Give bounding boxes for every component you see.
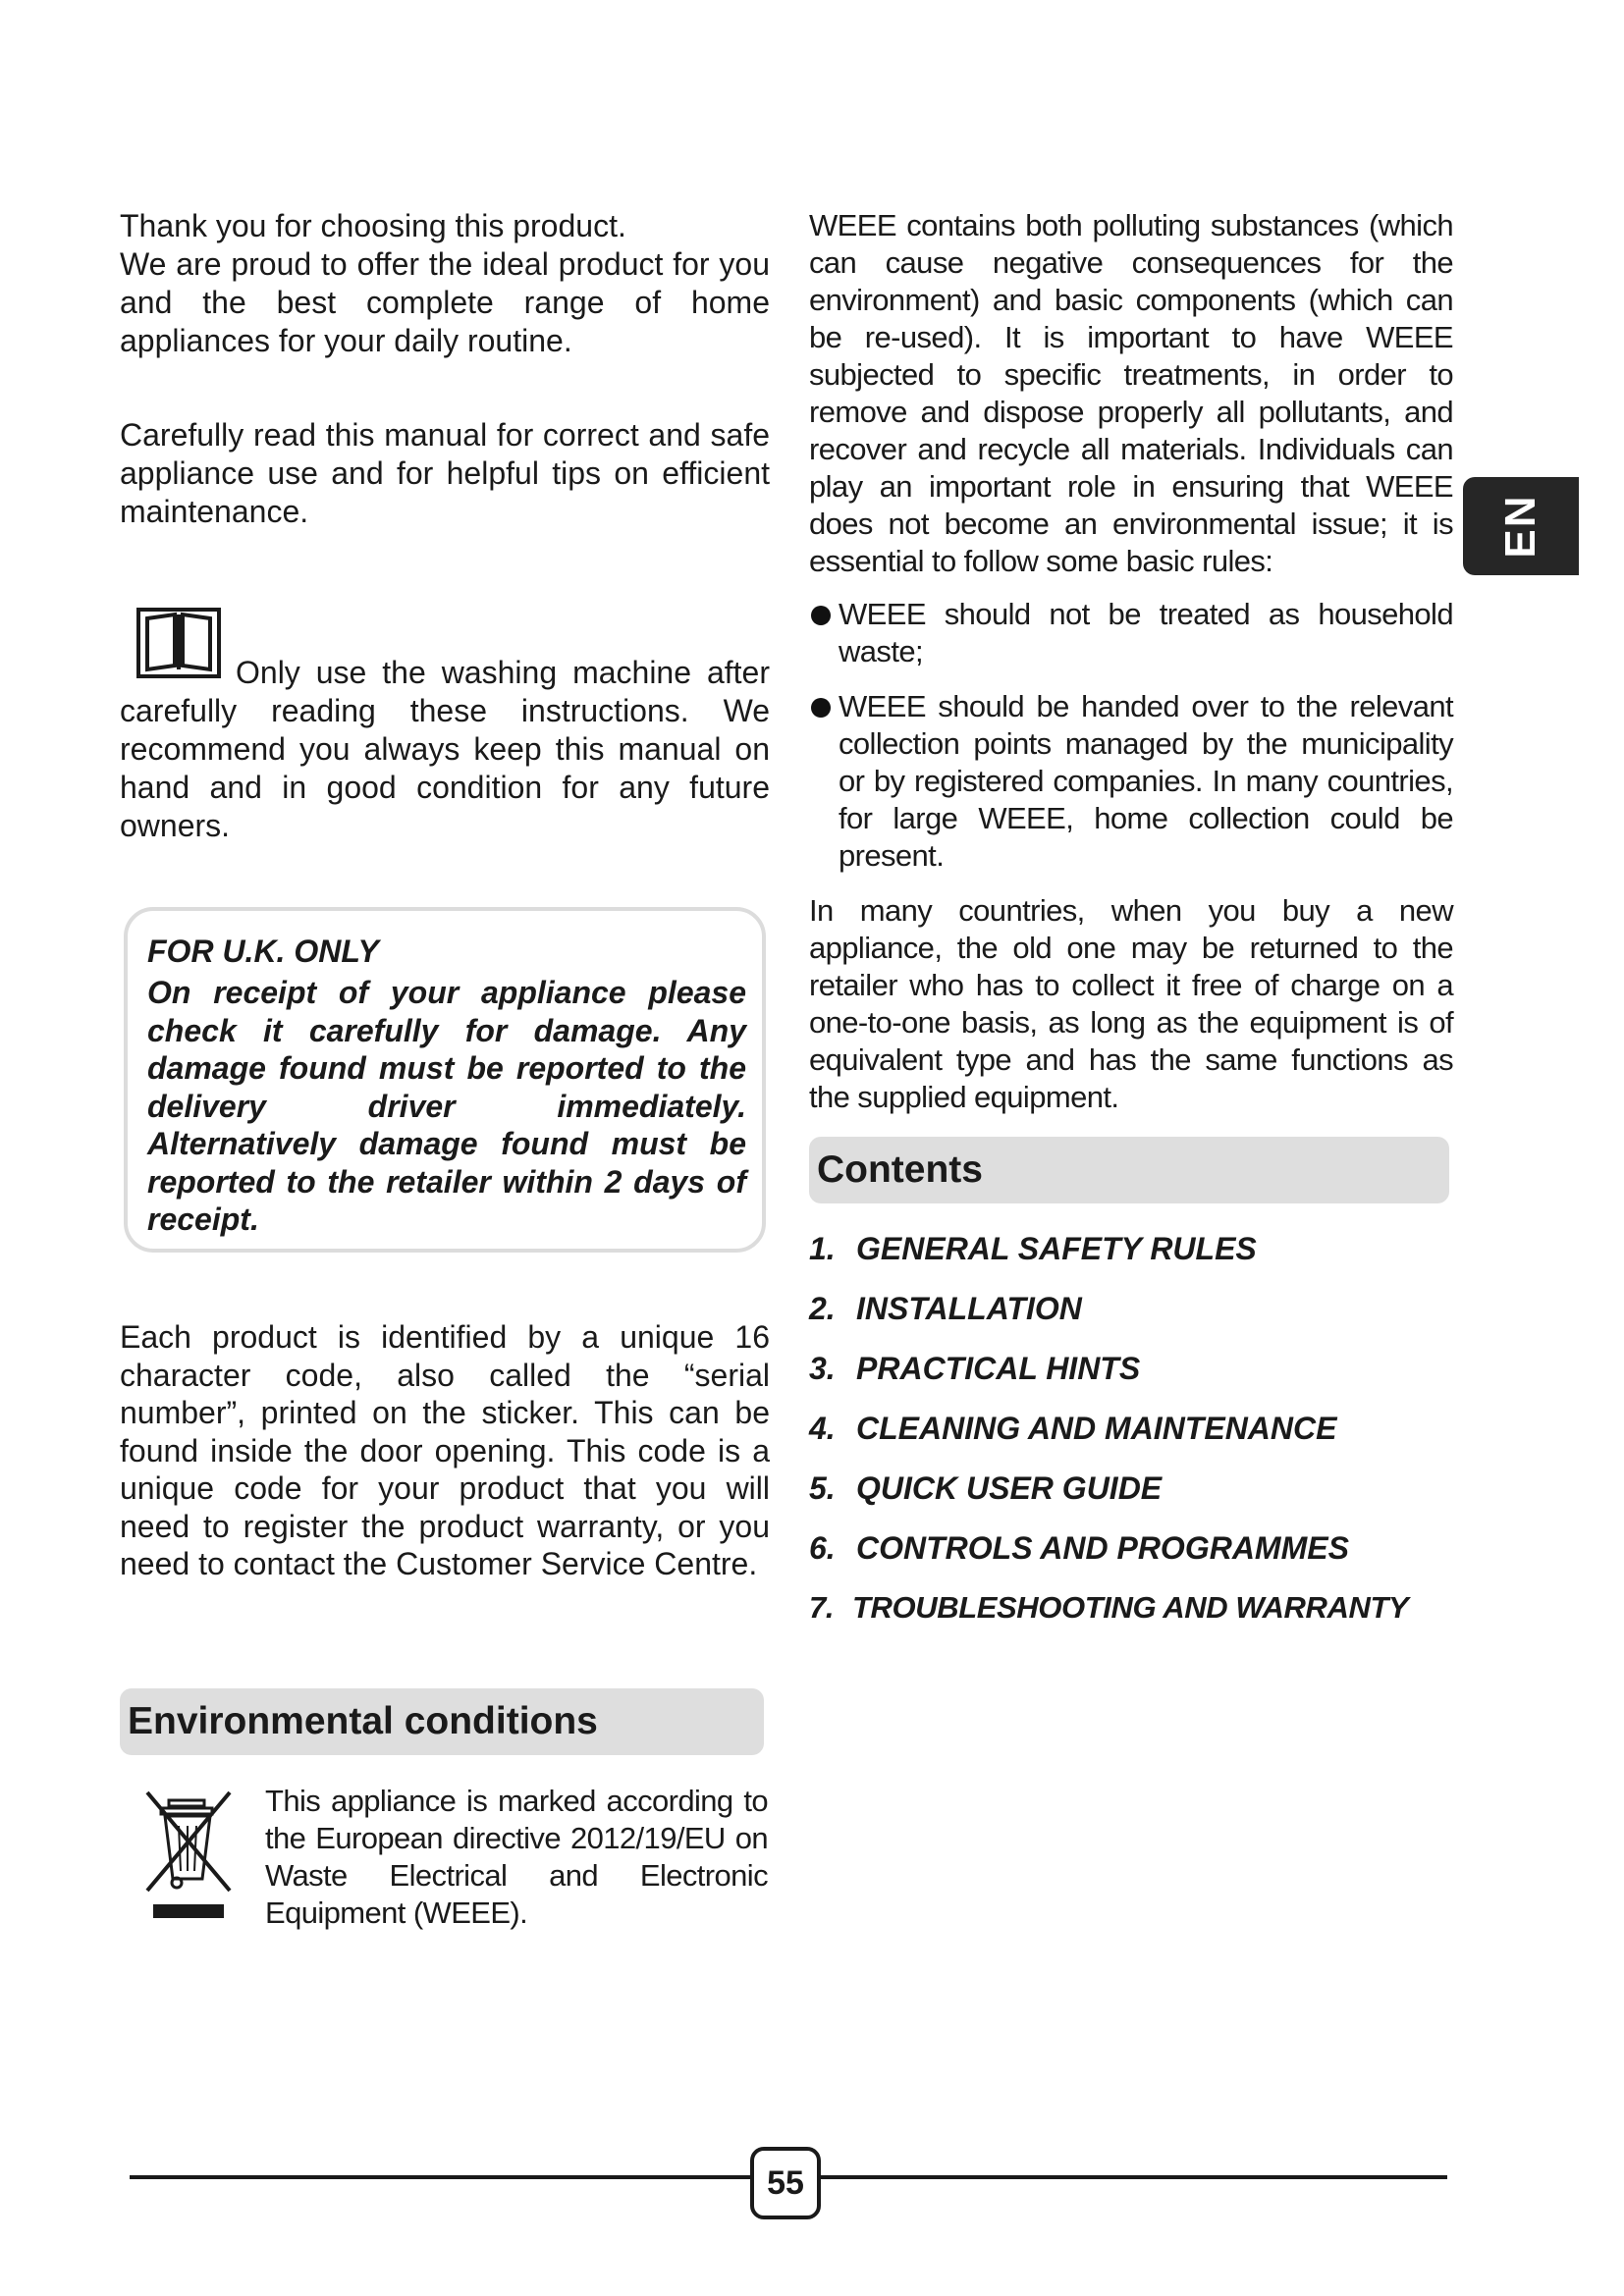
environment-text: This appliance is marked according to the European directive 2012/19/EU on Waste Electrical and Electronic Equipment (WEEE). (265, 1784, 768, 1930)
weee-block (809, 207, 1453, 1116)
toc-label: QUICK USER GUIDE (856, 1470, 1163, 1506)
toc-item-quick-guide[interactable] (809, 1468, 1457, 1528)
read-manual-block (120, 416, 770, 531)
footer-rule-right (819, 2175, 1447, 2179)
thanks-text: Thank you for choosing this product. (120, 208, 626, 243)
environmental-heading: Environmental conditions (120, 1688, 764, 1755)
weee-paragraph: WEEE contains both polluting substances (which can cause negative consequences for the environment) and basic components (which can be re-used). It is important to have WEEE subjected to specific treatments, in order to remove and dispose properly all pollutants, and recover and recycle all materials. Individuals can play an important role in ensuring that WEEE does not become an environmental issue; it is essential to follow some basic rules: (809, 208, 1453, 578)
read-manual-text: Carefully read this manual for correct and safe appliance use and for helpful tips on efficient maintenance. (120, 417, 770, 529)
weee-bin-icon (143, 1789, 238, 1922)
weee-rules-list (809, 596, 1453, 875)
weee-return-text: In many countries, when you buy a new appliance, the old one may be returned to the retailer who has to collect it free of charge on a one-to-one basis, as long as the equipment is of equivalent type and has the same functions as the supplied equipment. (809, 893, 1453, 1114)
toc-item-troubleshooting[interactable] (809, 1588, 1457, 1648)
toc-item-installation[interactable] (809, 1289, 1457, 1349)
bullet-icon (811, 606, 831, 625)
contents-list (809, 1229, 1457, 1648)
toc-item-practical-hints[interactable] (809, 1349, 1457, 1409)
language-tab-label: EN (1496, 494, 1544, 559)
toc-number: 1. (809, 1231, 836, 1266)
uk-notice-title: FOR U.K. ONLY (147, 934, 379, 969)
toc-number: 6. (809, 1530, 836, 1566)
toc-number: 2. (809, 1291, 836, 1326)
proud-text: We are proud to offer the ideal product for you and the best complete range of home appliances for your daily routine. (120, 246, 770, 358)
intro-block (120, 207, 770, 360)
toc-number: 4. (809, 1411, 836, 1446)
toc-label: TROUBLESHOOTING AND WARRANTY (852, 1590, 1409, 1625)
toc-item-controls[interactable] (809, 1528, 1457, 1588)
uk-only-notice (124, 907, 766, 1253)
environment-text-block (265, 1783, 768, 1932)
uk-notice-text: On receipt of your appliance please check it carefully for damage. Any damage found must be reported to the delivery driver immediately. Alternatively damage found must be reported to the retailer within 2 days of receipt. (147, 975, 746, 1237)
only-use-text: Only use the washing machine after carefully reading these instructions. We recommend you always keep this manual on hand and in good condition for any future owners. (120, 655, 770, 843)
toc-label: CLEANING AND MAINTENANCE (856, 1411, 1337, 1446)
toc-label: INSTALLATION (856, 1291, 1082, 1326)
toc-number: 7. (809, 1590, 835, 1625)
toc-item-cleaning[interactable] (809, 1409, 1457, 1468)
toc-label: PRACTICAL HINTS (856, 1351, 1141, 1386)
language-tab (1463, 477, 1579, 575)
serial-text: Each product is identified by a unique 16 character code, also called the “serial number”, printed on the sticker. This can be found inside the door opening. This code is a unique code for your product that you will need to register the product warranty, or you need to contact the Customer Service Centre. (120, 1319, 770, 1581)
list-item (809, 688, 1453, 875)
toc-number: 5. (809, 1470, 836, 1506)
toc-label: CONTROLS AND PROGRAMMES (856, 1530, 1349, 1566)
toc-item-general-safety[interactable] (809, 1229, 1457, 1289)
bullet-text: WEEE should be handed over to the relevant collection points managed by the municipality or by registered companies. In many countries, for large WEEE, home collection could be present. (839, 689, 1453, 873)
bullet-icon (811, 698, 831, 718)
contents-heading: Contents (809, 1137, 1449, 1203)
toc-number: 3. (809, 1351, 836, 1386)
list-item (809, 596, 1453, 670)
only-use-block (120, 654, 770, 845)
bullet-text: WEEE should not be treated as household waste; (839, 597, 1453, 668)
page-number: 55 (750, 2147, 821, 2219)
toc-label: GENERAL SAFETY RULES (856, 1231, 1257, 1266)
footer-rule-left (130, 2175, 752, 2179)
serial-block (120, 1318, 770, 1583)
